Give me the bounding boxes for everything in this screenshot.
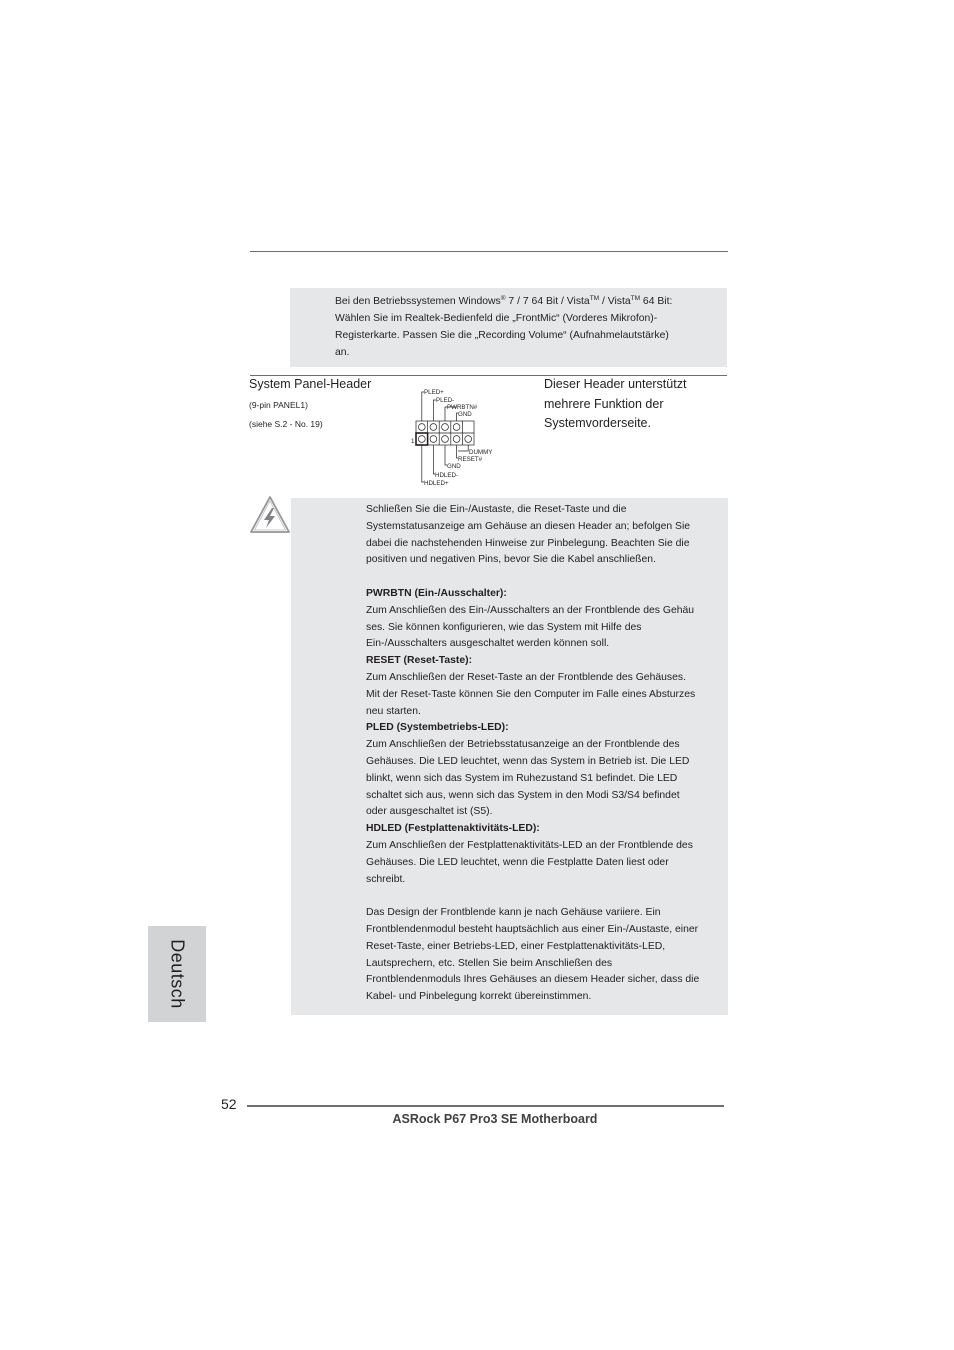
design-line-2: Frontblendenmodul besteht hauptsächlich aus einer Ein-/Austaste, einer [366, 923, 699, 935]
spacer [366, 888, 728, 905]
warn-intro-1: Schließen Sie die Ein-/Austaste, die Reset-Taste und die [366, 504, 627, 515]
label-hdled-minus: HDLED- [435, 472, 459, 479]
note-line-1: Bei den Betriebssystemen Windows® 7 / 7 64 Bit / Vista™ / Vista™ 64 Bit: [335, 295, 673, 307]
page-number: 52 [221, 1096, 237, 1112]
system-panel-pin-count: (9-pin PANEL1) [249, 400, 308, 410]
note-line-4: an. [335, 347, 350, 358]
system-panel-desc-2: mehrere Funktion der [544, 397, 664, 411]
hdled-line-2: Gehäuses. Die LED leuchtet, wenn die Festplatte Daten liest oder [366, 856, 669, 868]
design-line-6: Kabel- und Pinbelegung korrekt übereinstimmen. [366, 991, 592, 1003]
pled-line-5: oder ausgeschaltet ist (S5). [366, 806, 493, 818]
pled-line-3: blinkt, wenn sich das System im Ruhezustand S1 befindet. Die LED [366, 772, 678, 784]
pwrbtn-line-1: Zum Anschließen des Ein-/Ausschalters an der Frontblende des Gehäu [366, 604, 695, 616]
hdled-heading: HDLED (Festplattenaktivitäts-LED): [366, 823, 540, 835]
design-line-4: Lautsprechern, etc. Stellen Sie beim Anschließen des [366, 957, 613, 969]
hdled-line-1: Zum Anschließen der Festplattenaktivitäts-LED an der Frontblende des [366, 839, 693, 851]
reset-line-1: Zum Anschließen der Reset-Taste an der Frontblende des Gehäuses. [366, 671, 686, 683]
spacer [366, 569, 728, 586]
pwrbtn-line-2: ses. Sie können konfigurieren, wie das System mit Hilfe des [366, 621, 642, 633]
label-pwrbtn: PWRBTN# [447, 404, 478, 411]
system-panel-reference: (siehe S.2 - No. 19) [249, 419, 323, 429]
footer-rule [247, 1105, 724, 1107]
design-line-5: Frontblendenmoduls Ihres Gehäuses an diesem Header sicher, dass die [366, 974, 700, 986]
note-line-3: Registerkarte. Passen Sie die „Recording Volume“ (Aufnahmelautstärke) [335, 330, 669, 341]
pled-heading: PLED (Systembetriebs-LED): [366, 722, 509, 734]
design-line-3: Reset-Taste, einer Betriebs-LED, einer Festplattenaktivitäts-LED, [366, 940, 666, 952]
pwrbtn-line-3: Ein-/Ausschalters ausgeschaltet werden können soll. [366, 638, 610, 650]
label-pled-plus: PLED+ [424, 389, 444, 396]
system-panel-desc-1: Dieser Header unterstützt [544, 377, 687, 391]
warning-icon [249, 495, 291, 535]
label-pled-minus: PLED- [436, 397, 455, 404]
label-reset: RESET# [458, 456, 483, 463]
warn-intro-2: Systemstatusanzeige am Gehäuse an diesen Header an; befolgen Sie [366, 520, 691, 532]
reset-line-2: Mit der Reset-Taste können Sie den Computer im Falle eines Absturzes [366, 688, 696, 700]
label-gnd-top: GND [458, 411, 472, 418]
section-rule [250, 375, 727, 376]
pled-line-1: Zum Anschließen der Betriebsstatusanzeige an der Frontblende des [366, 739, 680, 751]
note-line-2: Wählen Sie im Realtek-Bedienfeld die „FrontMic“ (Vorderes Mikrofon)- [335, 313, 658, 324]
system-panel-desc-3: Systemvorderseite. [544, 416, 651, 430]
warn-intro-4: positiven und negativen Pins, bevor Sie die Kabel anschließen. [366, 554, 656, 566]
hdled-line-3: schreibt. [366, 873, 406, 885]
panel-header-pin-diagram [410, 385, 500, 488]
reset-line-3: neu starten. [366, 705, 421, 717]
system-panel-title: System Panel-Header [249, 377, 372, 391]
language-tab-label: Deutsch [167, 939, 188, 1009]
note-text [335, 293, 715, 361]
pled-line-2: Gehäuses. Die LED leuchtet, wenn das System in Betrieb ist. Die LED [366, 755, 690, 767]
label-dummy: DUMMY [469, 449, 493, 456]
footer-title: ASRock P67 Pro3 SE Motherboard [392, 1112, 598, 1126]
warning-text [366, 502, 728, 1006]
label-gnd-bottom: GND [447, 463, 461, 470]
design-line-1: Das Design der Frontblende kann je nach Gehäuse variiere. Ein [366, 907, 661, 919]
reset-heading: RESET (Reset-Taste): [366, 655, 473, 667]
pwrbtn-heading: PWRBTN (Ein-/Ausschalter): [366, 587, 507, 599]
pled-line-4: schaltet sich aus, wenn sich das System in den Modi S3/S4 befindet [366, 789, 680, 801]
label-hdled-plus: HDLED+ [424, 480, 449, 487]
top-rule [250, 251, 728, 252]
language-tab [148, 926, 206, 1022]
label-pin-1: 1 [411, 438, 415, 445]
warn-intro-3: dabei die nachstehenden Hinweise zur Pinbelegung. Beachten Sie die [366, 537, 690, 549]
